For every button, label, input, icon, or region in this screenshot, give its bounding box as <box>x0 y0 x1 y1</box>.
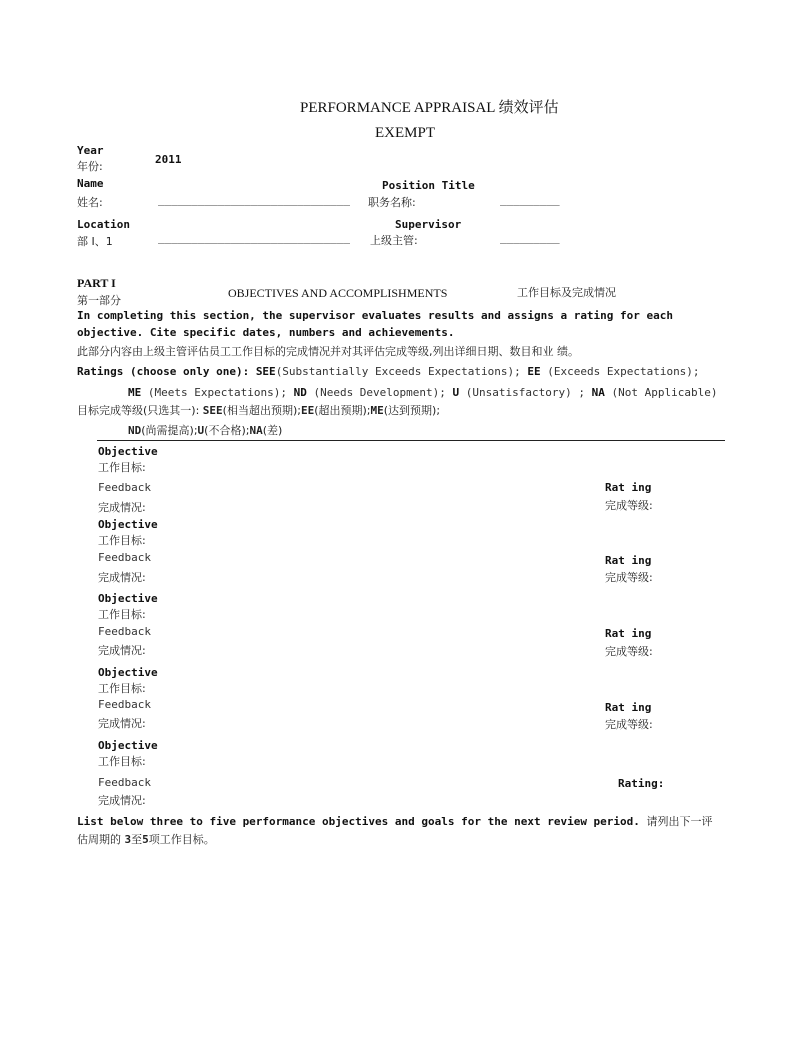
next-goals-min: 3 <box>124 833 132 846</box>
feedback-label-cn-2: 完成情况: <box>98 571 146 584</box>
objective-label-5: Objective <box>98 739 158 752</box>
rating-desc-ee: (Exceeds Expectations); <box>547 365 700 378</box>
rating-desc-me: (Meets Expectations); <box>147 386 287 399</box>
rating-cn-code-see: SEE <box>202 404 223 417</box>
rating-cn-desc-na: (差) <box>262 424 283 437</box>
rating-cn-code-u: U <box>197 424 205 437</box>
objective-label-4: Objective <box>98 666 158 679</box>
supervisor-field-blank[interactable]: _________ <box>500 231 560 244</box>
part-label: PART I <box>77 276 116 290</box>
objective-label-cn-1: 工作目标: <box>98 461 146 474</box>
position-label-cn: 职务名称: <box>368 196 416 209</box>
intro-cn: 此部分内容由上级主管评估员工工作目标的完成情况并对其评估完成等级,列出详细日期、数目和业 绩。 <box>77 345 579 358</box>
year-label-cn: 年份: <box>77 160 103 173</box>
section-divider <box>97 440 725 441</box>
objective-label-cn-4: 工作目标: <box>98 682 146 695</box>
page-subtitle: EXEMPT <box>375 125 435 141</box>
objective-label-1: Objective <box>98 445 158 458</box>
rating-desc-nd: (Needs Development); <box>313 386 446 399</box>
rating-code-see: SEE <box>255 365 276 378</box>
rating-code-me: ME <box>128 386 142 399</box>
intro-line-1: In completing this section, the supervisor evaluates results and assigns a rating for each <box>77 309 674 322</box>
ratings-cn-line-2 <box>128 425 282 438</box>
ratings-heading: Ratings (choose only one): <box>77 365 250 378</box>
ratings-cn-line-1 <box>77 405 440 418</box>
ratings-cn-heading: 目标完成等级(只选其一): <box>77 404 200 417</box>
next-goals-max: 5 <box>142 833 149 846</box>
page-title: PERFORMANCE APPRAISAL 绩效评估 <box>300 100 559 116</box>
name-label: Name <box>77 177 104 190</box>
location-field-blank[interactable]: _____________________________ <box>158 231 351 244</box>
section-heading-cn: 工作目标及完成情况 <box>517 286 616 299</box>
objective-label-3: Objective <box>98 592 158 605</box>
rating-label-5: Rating: <box>618 777 665 790</box>
rating-cn-code-na: NA <box>249 424 263 437</box>
supervisor-label: Supervisor <box>395 218 462 231</box>
objective-label-cn-2: 工作目标: <box>98 534 146 547</box>
rating-label-2: Rat ing <box>605 554 652 567</box>
supervisor-label-cn: 上级主管: <box>370 234 418 247</box>
feedback-label-2: Feedback <box>98 551 151 564</box>
rating-cn-desc-nd: (尚需提高); <box>141 424 198 437</box>
feedback-label-4: Feedback <box>98 698 151 711</box>
feedback-label-5: Feedback <box>98 776 151 789</box>
next-goals-instruction: List below three to five performance objectives and goals for the next review period. <box>77 815 640 828</box>
rating-label-1: Rat ing <box>605 481 652 494</box>
rating-cn-code-me: ME <box>370 404 384 417</box>
next-goals-to: 至 <box>131 833 143 846</box>
feedback-label-cn-1: 完成情况: <box>98 501 146 514</box>
rating-code-u: U <box>452 386 460 399</box>
rating-cn-code-nd: ND <box>128 424 142 437</box>
name-label-cn: 姓名: <box>77 196 103 209</box>
next-goals-instruction-cn-c: 项工作目标。 <box>148 833 215 846</box>
part-label-cn: 第一部分 <box>77 294 121 307</box>
rating-cn-desc-me: (达到预期); <box>383 404 441 417</box>
ratings-line-1 <box>77 366 700 379</box>
objective-label-cn-5: 工作目标: <box>98 755 146 768</box>
objective-label-2: Objective <box>98 518 158 531</box>
feedback-label-3: Feedback <box>98 625 151 638</box>
next-goals-line-2 <box>77 834 215 847</box>
feedback-label-cn-5: 完成情况: <box>98 794 146 807</box>
next-goals-instruction-cn-b: 估周期的 <box>77 833 121 846</box>
position-field-blank[interactable]: _________ <box>500 193 560 206</box>
location-label-cn: 部 I、1 <box>77 235 113 248</box>
feedback-label-1: Feedback <box>98 481 151 494</box>
rating-label-cn-2: 完成等级: <box>605 571 653 584</box>
objective-label-cn-3: 工作目标: <box>98 608 146 621</box>
rating-cn-desc-ee: (超出预期); <box>314 404 371 417</box>
rating-desc-na: (Not Applicable) <box>611 386 718 399</box>
rating-desc-u: (Unsatisfactory) ; <box>465 386 585 399</box>
rating-code-nd: ND <box>293 386 307 399</box>
rating-cn-desc-see: (相当超出预期); <box>222 404 301 417</box>
feedback-label-cn-4: 完成情况: <box>98 717 146 730</box>
position-title-label: Position Title <box>382 179 475 192</box>
section-heading: OBJECTIVES AND ACCOMPLISHMENTS <box>228 286 448 300</box>
name-field-blank[interactable]: _____________________________ <box>158 193 351 206</box>
ratings-line-2 <box>128 387 717 400</box>
rating-label-cn-4: 完成等级: <box>605 718 653 731</box>
rating-code-na: NA <box>591 386 605 399</box>
feedback-label-cn-3: 完成情况: <box>98 644 146 657</box>
rating-desc-see: (Substantially Exceeds Expectations); <box>275 365 521 378</box>
year-label: Year <box>77 144 104 157</box>
location-label: Location <box>77 218 130 231</box>
rating-cn-code-ee: EE <box>300 404 315 417</box>
intro-line-2: objective. Cite specific dates, numbers and achievements. <box>77 326 455 339</box>
year-value: 2011 <box>155 153 182 166</box>
rating-code-ee: EE <box>527 365 541 378</box>
next-goals-instruction-cn-a: 请列出下一评 <box>646 815 713 828</box>
rating-cn-desc-u: (不合格); <box>204 424 250 437</box>
rating-label-3: Rat ing <box>605 627 652 640</box>
next-goals-line-1 <box>77 816 713 829</box>
rating-label-cn-3: 完成等级: <box>605 645 653 658</box>
rating-label-4: Rat ing <box>605 701 652 714</box>
rating-label-cn-1: 完成等级: <box>605 499 653 512</box>
